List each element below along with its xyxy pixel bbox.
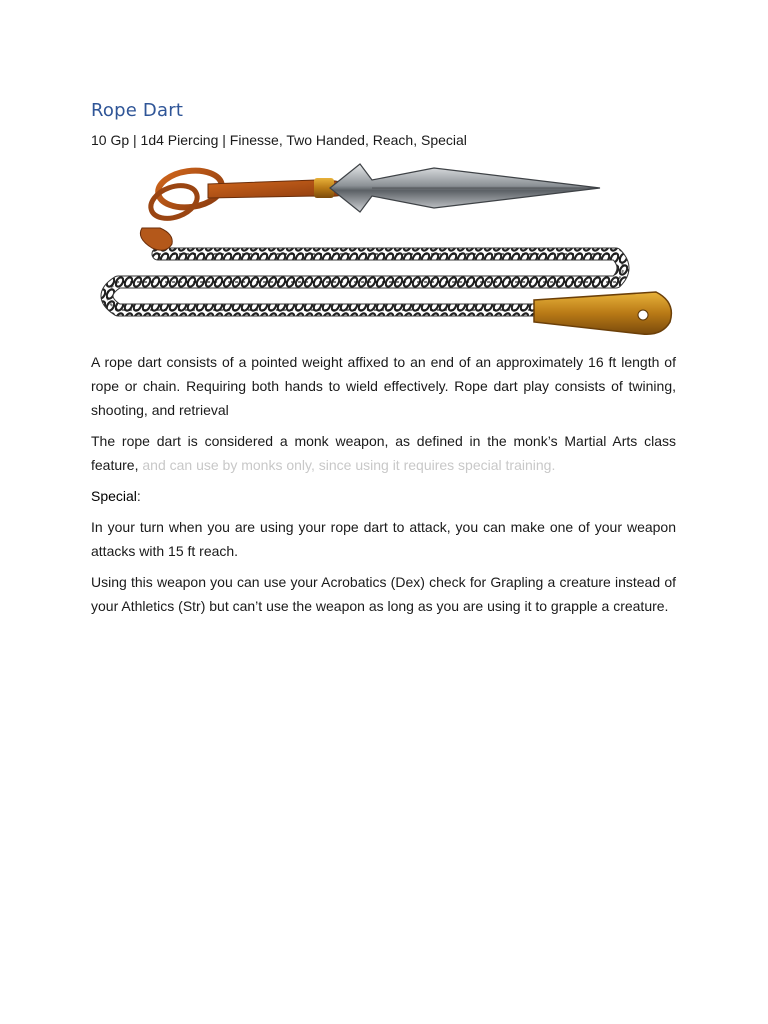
rope-dart-illustration [88,156,680,342]
brass-weight [534,292,671,334]
paragraph-description: A rope dart consists of a pointed weight affixed to an end of an approximately 16 ft length of rope or chain. Requiring both hands to wield effectively. Rope dart play consists of twining, shooting, and retrieval [91,354,676,418]
special-colon: : [136,488,141,504]
weapon-stats: 10 Gp | 1d4 Piercing | Finesse, Two Handed, Reach, Special [91,132,467,148]
paragraph-grapple: Using this weapon you can use your Acrobatics (Dex) check for Grapling a creature instead of your Athletics (Str) but can’t use the weapon as long as you are using it to grapple a creature. [91,574,676,614]
dart-blade [330,164,600,212]
description-body [91,350,676,625]
monk-weapon-text: The rope dart is considered a monk weapon, as defined in the monk’s Martial Arts class feature, [91,433,676,473]
page-title: Rope Dart [91,100,184,121]
monk-weapon-faded-text: and can use by monks only, since using it requires special training. [142,457,556,473]
paragraph-monk-weapon [91,429,676,477]
special-label: Special [91,488,137,504]
paragraph-special-heading [91,484,676,508]
paragraph-reach: In your turn when you are using your rope dart to attack, you can make one of your weapon attacks with 15 ft reach. [91,519,676,559]
ring-handle [140,167,350,251]
